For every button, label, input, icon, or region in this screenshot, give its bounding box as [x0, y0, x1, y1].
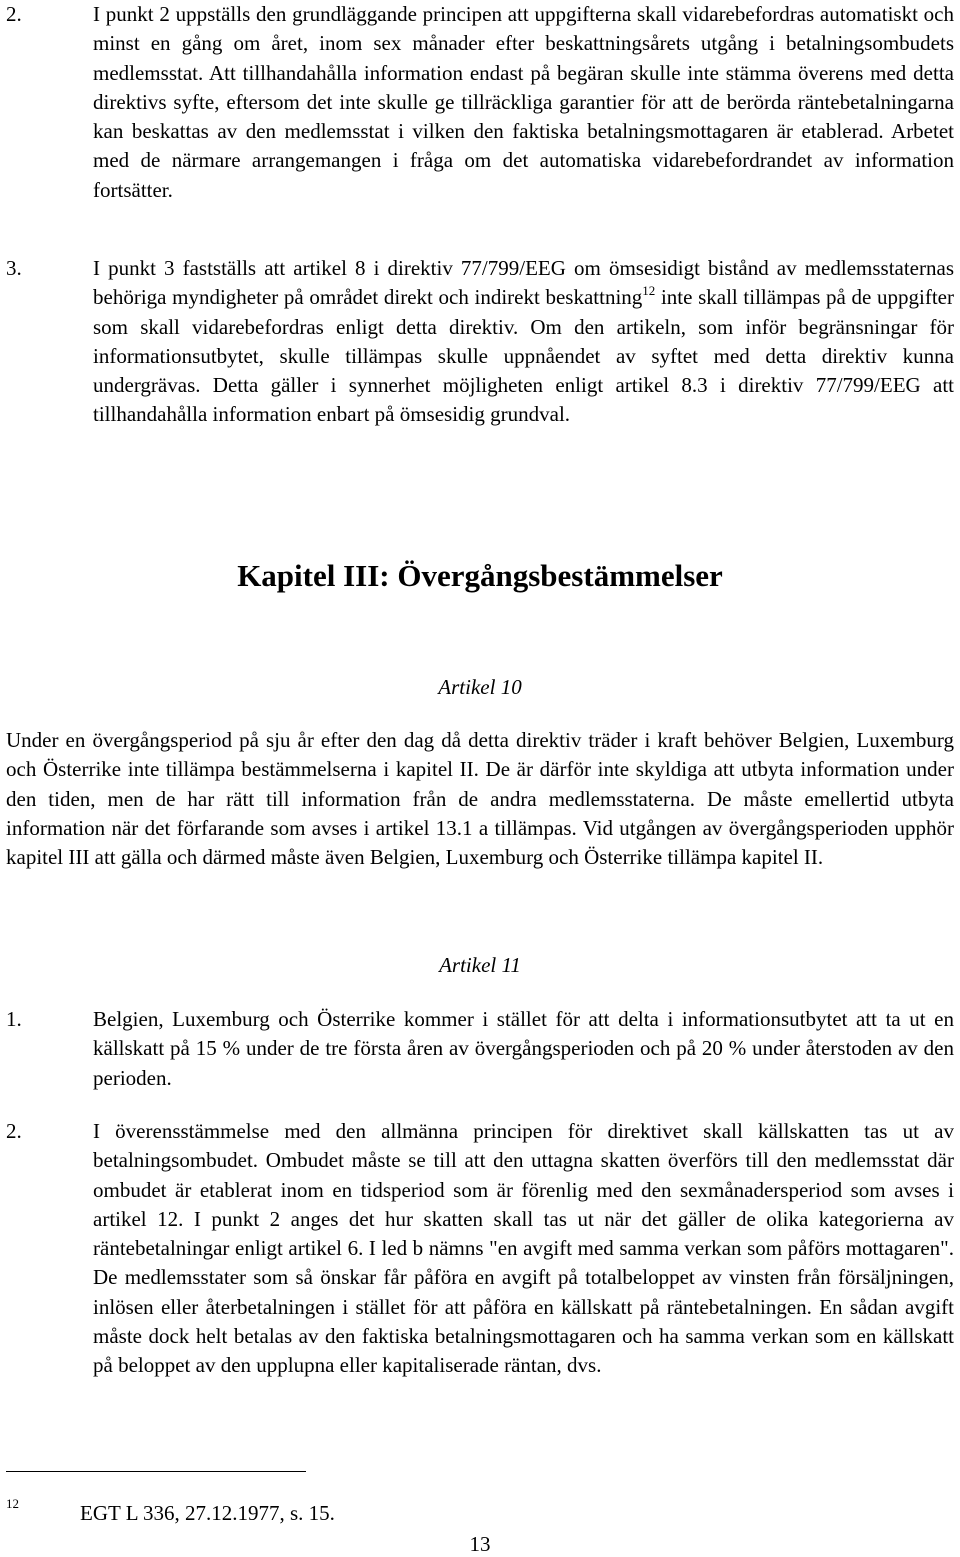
chapter-heading: Kapitel III: Övergångsbestämmelser: [237, 558, 723, 593]
article-11-title: Artikel 11: [439, 953, 521, 977]
footnote-separator: [6, 1471, 306, 1472]
item-text: I överensstämmelse med den allmänna principen för direktivet skall källskatten tas ut av betalningsombudet. Ombudet måste se till att den uttagna skatten överförs till den medlemsstat där ombudet är etablerat inom en tidsperiod som är förenlig med den sexmånadersperiod som avses i artikel 12. I punkt 2 anges det hur skatten skall tas ut när det gäller de olika kategorierna av räntebetalningar enligt artikel 6. I led b nämns "en avgift med samma verkan som påförs mottagaren". De medlemsstater som så önskar får påföra en avgift på totalbeloppet av vinsten från försäljningen, inlösen eller återbetalningen i stället för att påföra en källskatt på räntebetalningen. En sådan avgift måste dock helt betalas av den faktiska betalningsmottagaren och ha samma verkan som en källskatt på beloppet av den upplupna eller kapitaliserade räntan, dvs.: [93, 1119, 954, 1378]
paragraph-point-2: [6, 0, 954, 205]
footnote-number: 12: [6, 1496, 19, 1511]
article-11-item-2: [6, 1117, 954, 1381]
paragraph-text-part: I punkt 3 fastställs att artikel 8 i direktiv 77/799/EEG om ömsesidigt bistånd av medlemsstaternas behöriga myndigheter på området direkt och indirekt beskattning: [93, 256, 954, 310]
footnote-reference: 12: [642, 283, 656, 299]
item-text: Belgien, Luxemburg och Österrike kommer i stället för att delta i informationsutbytet att ta ut en källskatt på 15 % under de tre första åren av övergångsperioden och på 20 % under återstoden av den perioden.: [93, 1007, 954, 1090]
article-10-text: Under en övergångsperiod på sju år efter den dag då detta direktiv träder i kraft behöver Belgien, Luxemburg och Österrike inte tillämpa bestämmelserna i kapitel II. De är därför inte skyldiga att utbyta information under den tiden, men de har rätt till information från de andra medlemsstaterna. De måste emellertid utbyta information när det förfarande som avses i artikel 13.1 a tillämpas. Vid utgången av övergångsperioden upphör kapitel III att gälla och därmed måste även Belgien, Luxemburg och Österrike tillämpa kapitel II.: [6, 728, 954, 870]
paragraph-text-part: inte skall tillämpas på de uppgifter som skall vidarebefordras enligt detta direktiv. Om den artikeln, som inför begränsningar för informationsutbytet, skulle tillämpas skulle uppnåendet av syftet med detta direktiv kunna undergrävas. Detta gäller i synnerhet möjligheten enligt artikel 8.3 i direktiv 77/799/EEG att tillhandahålla information enbart på ömsesidig grundval.: [93, 285, 954, 427]
paragraph-point-3: [6, 254, 954, 430]
article-11-item-1: [6, 1005, 954, 1093]
paragraph-text: [93, 254, 954, 430]
item-number: 1.: [6, 1007, 22, 1031]
page-number: 13: [469, 1532, 491, 1556]
paragraph-number: 2.: [6, 2, 22, 26]
article-10-title: Artikel 10: [438, 675, 522, 699]
footnote-text: EGT L 336, 27.12.1977, s. 15.: [80, 1501, 335, 1525]
paragraph-text: I punkt 2 uppställs den grundläggande principen att uppgifterna skall vidarebefordras automatiskt och minst en gång om året, inom sex månader efter beskattningsårets utgång i betalningsombudets medlemsstat. Att tillhandahålla information endast på begäran skulle inte stämma överens med detta direktivs syfte, eftersom det inte skulle ge tillräckliga garantier för att de berörda räntebetalningarna kan beskattas av den medlemsstat i vilken den faktiska betalningsmottagaren är etablerad. Arbetet med de närmare arrangemangen i fråga om det automatiska vidarebefordrandet av information fortsätter.: [93, 2, 954, 202]
paragraph-number: 3.: [6, 256, 22, 280]
item-number: 2.: [6, 1119, 22, 1143]
